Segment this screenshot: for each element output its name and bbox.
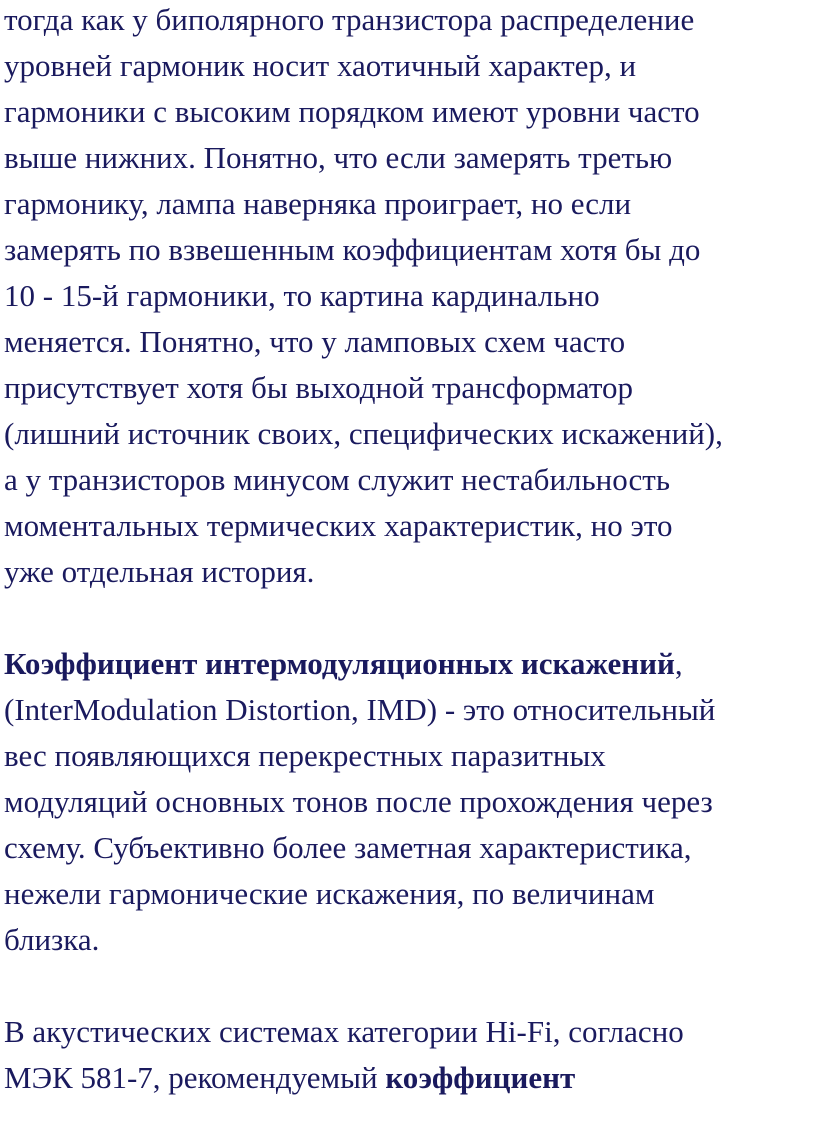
document-page <box>4 0 812 1101</box>
text-line: меняется. Понятно, что у ламповых схем часто <box>4 324 626 359</box>
text-line: нежели гармонические искажения, по величинам <box>4 876 655 911</box>
text-line: тогда как у биполярного транзистора распределение <box>4 2 695 37</box>
paragraph-imd <box>4 641 812 963</box>
text-line: В акустических системах категории Hi-Fi, согласно <box>4 1014 684 1049</box>
text-line: уровней гармоник носит хаотичный характер, и <box>4 48 637 83</box>
term-comma: , <box>674 646 683 681</box>
text-line: гармоники с высоким порядком имеют уровни часто <box>4 94 700 129</box>
text-line: гармонику, лампа наверняка проиграет, но если <box>4 186 632 221</box>
text-line: (лишний источник своих, специфических искажений), <box>4 416 723 451</box>
text-line: (InterModulation Distortion, IMD) - это относительный <box>4 692 716 727</box>
paragraph-harmonics <box>4 0 812 595</box>
text-line: модуляций основных тонов после прохождения через <box>4 784 713 819</box>
text-line: выше нижних. Понятно, что если замерять третью <box>4 140 673 175</box>
text-line: уже отдельная история. <box>4 554 315 589</box>
text-line: близка. <box>4 922 100 957</box>
term-line <box>4 641 812 687</box>
text-line: присутствует хотя бы выходной трансформатор <box>4 370 634 405</box>
paragraph-hifi <box>4 1009 812 1101</box>
text-line: вес появляющихся перекрестных паразитных <box>4 738 606 773</box>
term-definition-bold: Коэффициент интермодуляционных искажений <box>4 646 675 681</box>
text-line: а у транзисторов минусом служит нестабильность <box>4 462 670 497</box>
paragraph-spacer <box>4 595 812 641</box>
term-bold: коэффициент <box>385 1060 576 1095</box>
text-line: замерять по взвешенным коэффициентам хотя бы до <box>4 232 701 267</box>
text-line: схему. Субъективно более заметная характеристика, <box>4 830 692 865</box>
text-segment: МЭК 581-7, рекомендуемый <box>4 1060 386 1095</box>
text-line: моментальных термических характеристик, но это <box>4 508 673 543</box>
text-line: 10 - 15-й гармоники, то картина кардинально <box>4 278 600 313</box>
paragraph-spacer <box>4 963 812 1009</box>
text-line-mixed <box>4 1055 812 1101</box>
